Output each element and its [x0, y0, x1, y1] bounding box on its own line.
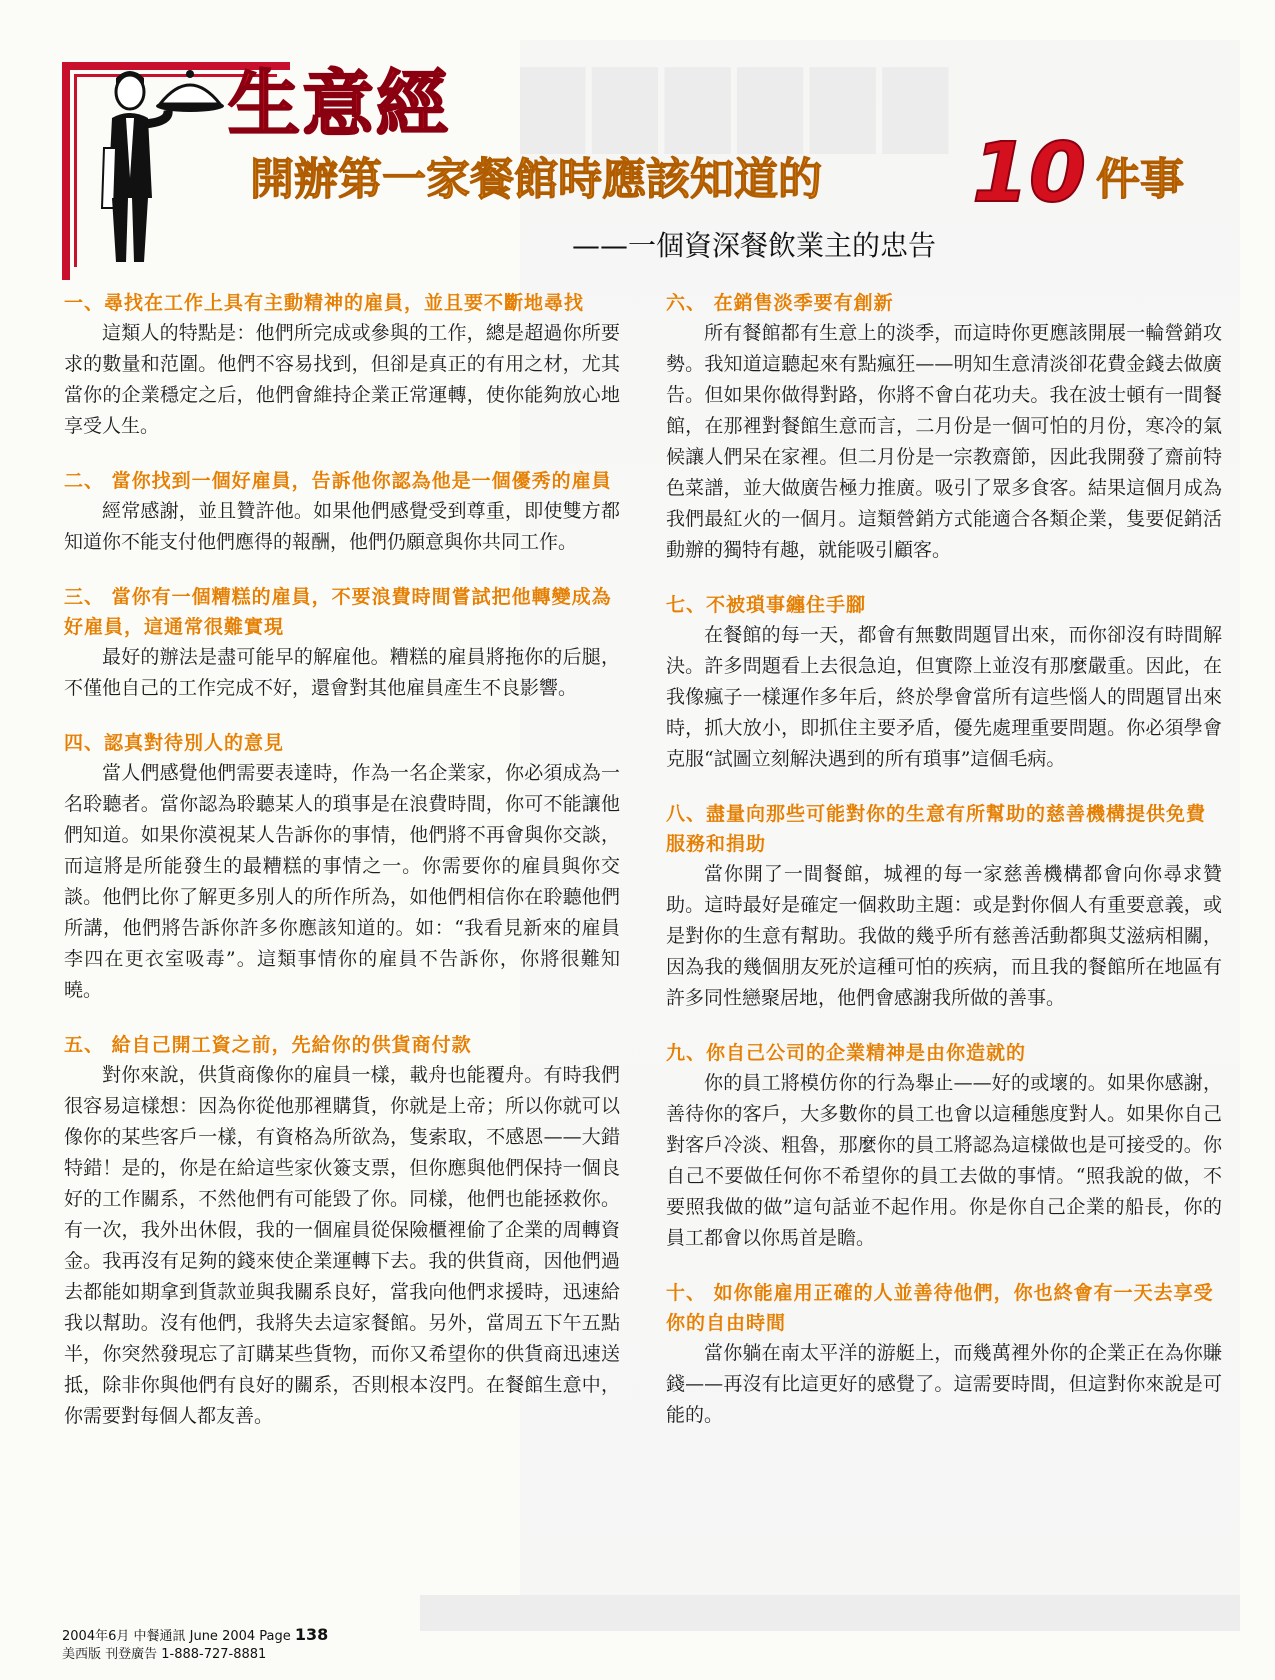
subtitle: ——一個資深餐飲業主的忠告 — [572, 229, 937, 262]
section-body: 對你來說，供貨商像你的雇員一樣，載舟也能覆舟。有時我們很容易這樣想：因為你從他那裡購貨，你就是上帝；所以你就可以像你的某些客戶一樣，有資格為所欲為，隻索取，不感恩——大錯特錯！是的，你是在給這些家伙簽支票，但你應與他們保持一個良好的工作關系，不然他們有可能毀了你。同樣，他們也能拯救你。有一次，我外出休假，我的一個雇員從保險櫃裡偷了企業的周轉資金。我再沒有足夠的錢來使企業運轉下去。我的供貨商，因他們過去都能如期拿到貨款並與我關系良好，當我向他們求援時，迅速給我以幫助。沒有他們，我將失去這家餐館。另外，當周五下午五點半，你突然發現忘了訂購某些貨物，而你又希望你的供貨商迅速送抵，除非你與他們有良好的關系，否則根本沒門。在餐館生意中，你需要對每個人都友善。 — [64, 1064, 620, 1427]
footer-issue: 2004年6月 中餐通訊 June 2004 Page — [62, 1629, 291, 1644]
section-body: 當你開了一間餐館，城裡的每一家慈善機構都會向你尋求贊助。這時最好是確定一個救助主題：或是對你個人有重要意義，或是對你的生意有幫助。我做的幾乎所有慈善活動都與艾滋病相關，因為我的幾個朋友死於這種可怕的疾病，而且我的餐館所在地區有許多同性戀聚居地，他們會感謝我所做的善事。 — [666, 863, 1222, 1009]
page-footer — [62, 1626, 422, 1664]
section-title: 八、盡量向那些可能對你的生意有所幫助的慈善機構提供免費服務和捐助 — [666, 803, 1207, 855]
section-body: 你的員工將模仿你的行為舉止——好的或壞的。如果你感謝，善待你的客戶，大多數你的員工也會以這種態度對人。如果你自己對客戶冷淡、粗魯，那麼你的員工將認為這樣做也是可接受的。你自己不要做任何你不希望你的員工去做的事情。“照我說的做，不要照我做的做”這句話並不起作用。你是你自己企業的船長，你的員工都會以你馬首是瞻。 — [666, 1072, 1222, 1249]
footer-line-1 — [62, 1626, 422, 1646]
page-number: 138 — [294, 1625, 329, 1644]
section-title: 十、 如你能雇用正確的人並善待他們，你也終會有一天去享受你的自由時間 — [666, 1282, 1214, 1334]
section-title: 七、不被瑣事纏住手腳 — [666, 594, 867, 616]
right-column — [666, 288, 1222, 1455]
section-body: 所有餐館都有生意上的淡季，而這時你更應該開展一輪營銷攻勢。我知道這聽起來有點瘋狂——明知生意清淡卻花費金錢去做廣告。但如果你做得對路，你將不會白花功夫。我在波士頓有一間餐館，在那裡對餐館生意而言，二月份是一個可怕的月份，寒冷的氣候讓人們呆在家裡。但二月份是一宗教齋節，因此我開發了齋前特色菜譜，並大做廣告極力推廣。吸引了眾多食客。結果這個月成為我們最紅火的一個月。這類營銷方式能適合各類企業，隻要促銷活動辦的獨特有趣，就能吸引顧客。 — [666, 322, 1222, 561]
headline: 開辦第一家餐館時應該知道的 — [250, 154, 822, 205]
section-7 — [666, 590, 1222, 775]
section-3 — [64, 582, 620, 704]
section-5 — [64, 1030, 620, 1432]
background-advert-strip — [420, 1595, 1240, 1631]
section-8 — [666, 799, 1222, 1014]
section-title: 二、 當你找到一個好雇員，告訴他你認為他是一個優秀的雇員 — [64, 470, 612, 492]
section-title: 四、認真對待別人的意見 — [64, 732, 285, 754]
section-body: 當人們感覺他們需要表達時，作為一名企業家，你必須成為一名聆聽者。當你認為聆聽某人的瑣事是在浪費時間，你可不能讓他們知道。如果你漠視某人告訴你的事情，他們將不再會與你交談，而這將是所能發生的最糟糕的事情之一。你需要你的雇員與你交談。他們比你了解更多別人的所作所為，如他們相信你在聆聽他們所講，他們將告訴你許多你應該知道的。如：“我看見新來的雇員李四在更衣室吸毒”。這類事情你的雇員不告訴你，你將很難知曉。 — [64, 762, 620, 1001]
section-body: 當你躺在南太平洋的游艇上，而幾萬裡外你的企業正在為你賺錢——再沒有比這更好的感覺了。這需要時間，但這對你來說是可能的。 — [666, 1342, 1222, 1426]
section-1 — [64, 288, 620, 442]
section-body: 這類人的特點是：他們所完成或參與的工作，總是超過你所要求的數量和范圍。他們不容易找到，但卻是真正的有用之材，尤其當你的企業穩定之后，他們會維持企業正常運轉，使你能夠放心地享受人生。 — [64, 322, 620, 437]
waiter-illustration — [90, 58, 230, 268]
section-title: 六、 在銷售淡季要有創新 — [666, 292, 894, 314]
footer-line-2: 美西版 刊登廣告 1-888-727-8881 — [62, 1647, 267, 1662]
section-2 — [64, 466, 620, 558]
section-10 — [666, 1278, 1222, 1431]
masthead-title: 生意經 — [228, 62, 451, 146]
headline-number: 10 — [972, 126, 1087, 221]
section-body: 經常感謝，並且贊許他。如果他們感覺受到尊重，即使雙方都知道你不能支付他們應得的報酬，他們仍願意與你共同工作。 — [64, 500, 620, 553]
background-advert-lettering: ▇▇▇▇▇▇ — [520, 55, 956, 153]
section-title: 九、你自己公司的企業精神是由你造就的 — [666, 1042, 1027, 1064]
section-title: 一、尋找在工作上具有主動精神的雇員，並且要不斷地尋找 — [64, 292, 585, 314]
section-body: 在餐館的每一天，都會有無數問題冒出來，而你卻沒有時間解決。許多問題看上去很急迫，但實際上並沒有那麼嚴重。因此，在我像瘋子一樣運作多年后，終於學會當所有這些惱人的問題冒出來時，抓大放小，即抓住主要矛盾，優先處理重要問題。你必須學會克服“試圖立刻解決遇到的所有瑣事”這個毛病。 — [666, 624, 1222, 770]
section-6 — [666, 288, 1222, 566]
section-9 — [666, 1038, 1222, 1254]
section-4 — [64, 728, 620, 1006]
section-body: 最好的辦法是盡可能早的解雇他。糟糕的雇員將拖你的后腿，不僅他自己的工作完成不好，還會對其他雇員產生不良影響。 — [64, 646, 620, 699]
headline-suffix: 件事 — [1096, 154, 1184, 205]
section-title: 五、 給自己開工資之前，先給你的供貨商付款 — [64, 1034, 472, 1056]
left-column — [64, 288, 620, 1456]
section-title: 三、 當你有一個糟糕的雇員，不要浪費時間嘗試把他轉變成為好雇員，這通常很難實現 — [64, 586, 612, 638]
